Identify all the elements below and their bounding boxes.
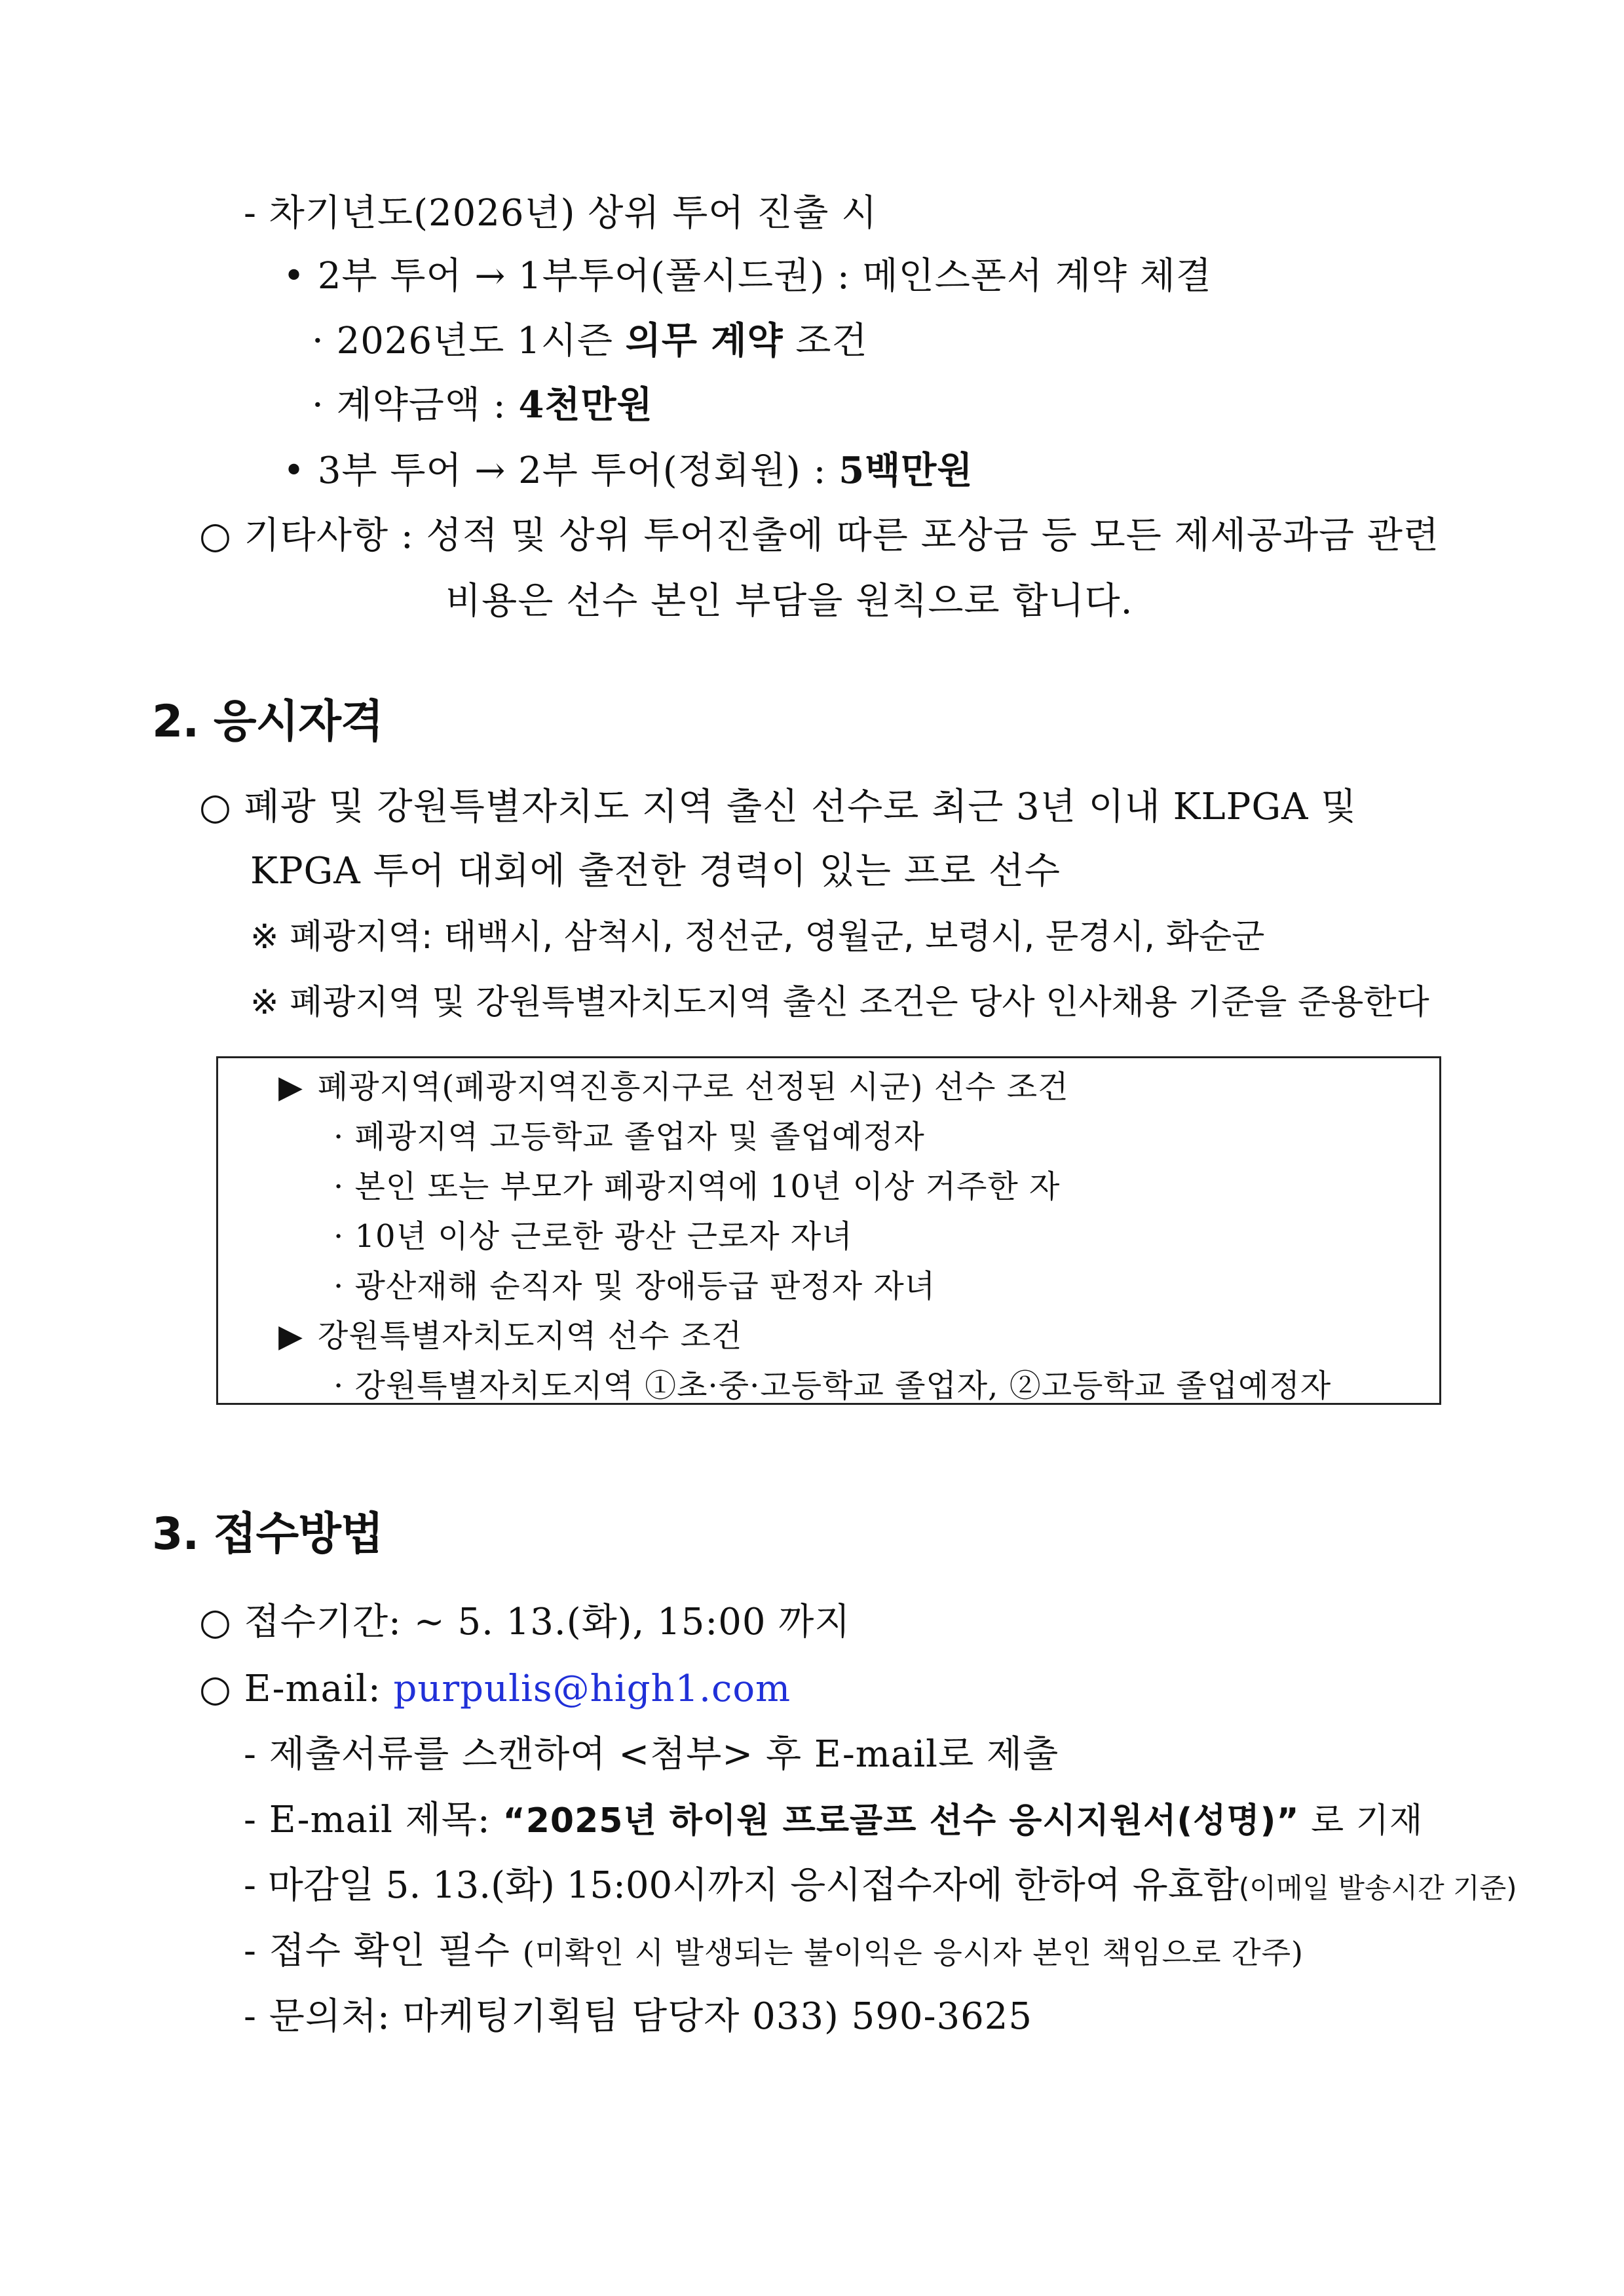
email-label: ○ E-mail: [199,1668,394,1710]
other-line-2: 비용은 선수 본인 부담을 원칙으로 합니다. [445,580,1133,622]
box-item: · 강원특별자치도지역 ①초·중·고등학교 졸업자, ②고등학교 졸업예정자 [333,1368,1332,1404]
tier2-line: • 2부 투어 → 1부투어(풀시드권) : 메인스폰서 계약 체결 [283,255,1213,297]
confirm-line [244,1928,1304,1976]
other-line-1: ○ 기타사항 : 성적 및 상위 투어진출에 따른 포상금 등 모든 제세공과금 관련 [199,514,1440,557]
confirm-small: (미확인 시 발생되는 불이익은 응시자 본인 책임으로 간주) [522,1935,1304,1970]
contact-line: - 문의처: 마케팅기획팀 담당자 033) 590-3625 [244,1995,1033,2038]
box-title-gangwon-text: 강원특별자치도지역 선수 조건 [317,1318,743,1354]
subject-bold: “2025년 하이원 프로골프 선수 응시지원서(성명)” [502,1801,1300,1841]
season-bold: 의무 계약 [625,319,784,362]
amount-bold: 4천만원 [518,383,653,427]
next-year-line: - 차기년도(2026년) 상위 투어 진출 시 [244,192,878,235]
box-title-gangwon [278,1316,742,1356]
triangle-bullet-icon: ▶ [278,1069,303,1105]
box-item: · 본인 또는 부모가 폐광지역에 10년 이상 거주한 자 [333,1168,1061,1205]
deadline-main: - 마감일 5. 13.(화) 15:00시까지 응시접수자에 한하여 유효함 [244,1864,1239,1907]
tier3-bold: 5백만원 [839,449,973,492]
tier3-prefix: • 3부 투어 → 2부 투어(정회원) : [283,450,839,492]
section2-heading: 2. 응시자격 [152,696,383,748]
season-line [312,317,868,365]
eligibility-line-2: KPGA 투어 대회에 출전한 경력이 있는 프로 선수 [250,850,1061,892]
amount-prefix: · 계약금액 : [312,384,519,427]
box-title-mining [278,1067,1069,1107]
box-item: · 광산재해 순직자 및 장애등급 판정자 자녀 [333,1268,936,1305]
note-origin-criteria: ※ 폐광지역 및 강원특별자치도지역 출신 조건은 당사 인사채용 기준을 준용한다 [250,983,1429,1022]
box-item: · 폐광지역 고등학교 졸업자 및 졸업예정자 [333,1119,925,1155]
amount-line [312,381,653,429]
box-item: · 10년 이상 근로한 광산 근로자 자녀 [333,1218,853,1255]
season-suffix: 조건 [783,320,868,362]
tier3-line [283,447,973,495]
subject-prefix: - E-mail 제목: [244,1799,503,1841]
deadline-small: (이메일 발송시간 기준) [1238,1872,1517,1904]
subject-suffix: 로 기재 [1299,1801,1424,1841]
email-link[interactable]: purpulis@high1.com [393,1668,791,1710]
section3-heading: 3. 접수방법 [152,1508,383,1560]
triangle-bullet-icon: ▶ [278,1318,303,1354]
confirm-main: - 접수 확인 필수 [244,1930,523,1972]
submit-line: - 제출서류를 스캔하여 <첨부> 후 E-mail로 제출 [244,1733,1059,1776]
note-mining-areas: ※ 폐광지역: 태백시, 삼척시, 정선군, 영월군, 보령시, 문경시, 화순군 [250,917,1265,957]
subject-line [244,1797,1423,1845]
conditions-box [216,1056,1441,1405]
submission-period: ○ 접수기간: ~ 5. 13.(화), 15:00 까지 [199,1601,851,1643]
eligibility-line-1: ○ 폐광 및 강원특별자치도 지역 출신 선수로 최근 3년 이내 KLPGA 및 [199,786,1357,828]
season-prefix: · 2026년도 1시즌 [312,320,626,362]
email-line [199,1666,791,1713]
box-title-mining-text: 폐광지역(폐광지역진흥지구로 선정된 시군) 선수 조건 [317,1069,1069,1105]
deadline-line [244,1862,1517,1912]
